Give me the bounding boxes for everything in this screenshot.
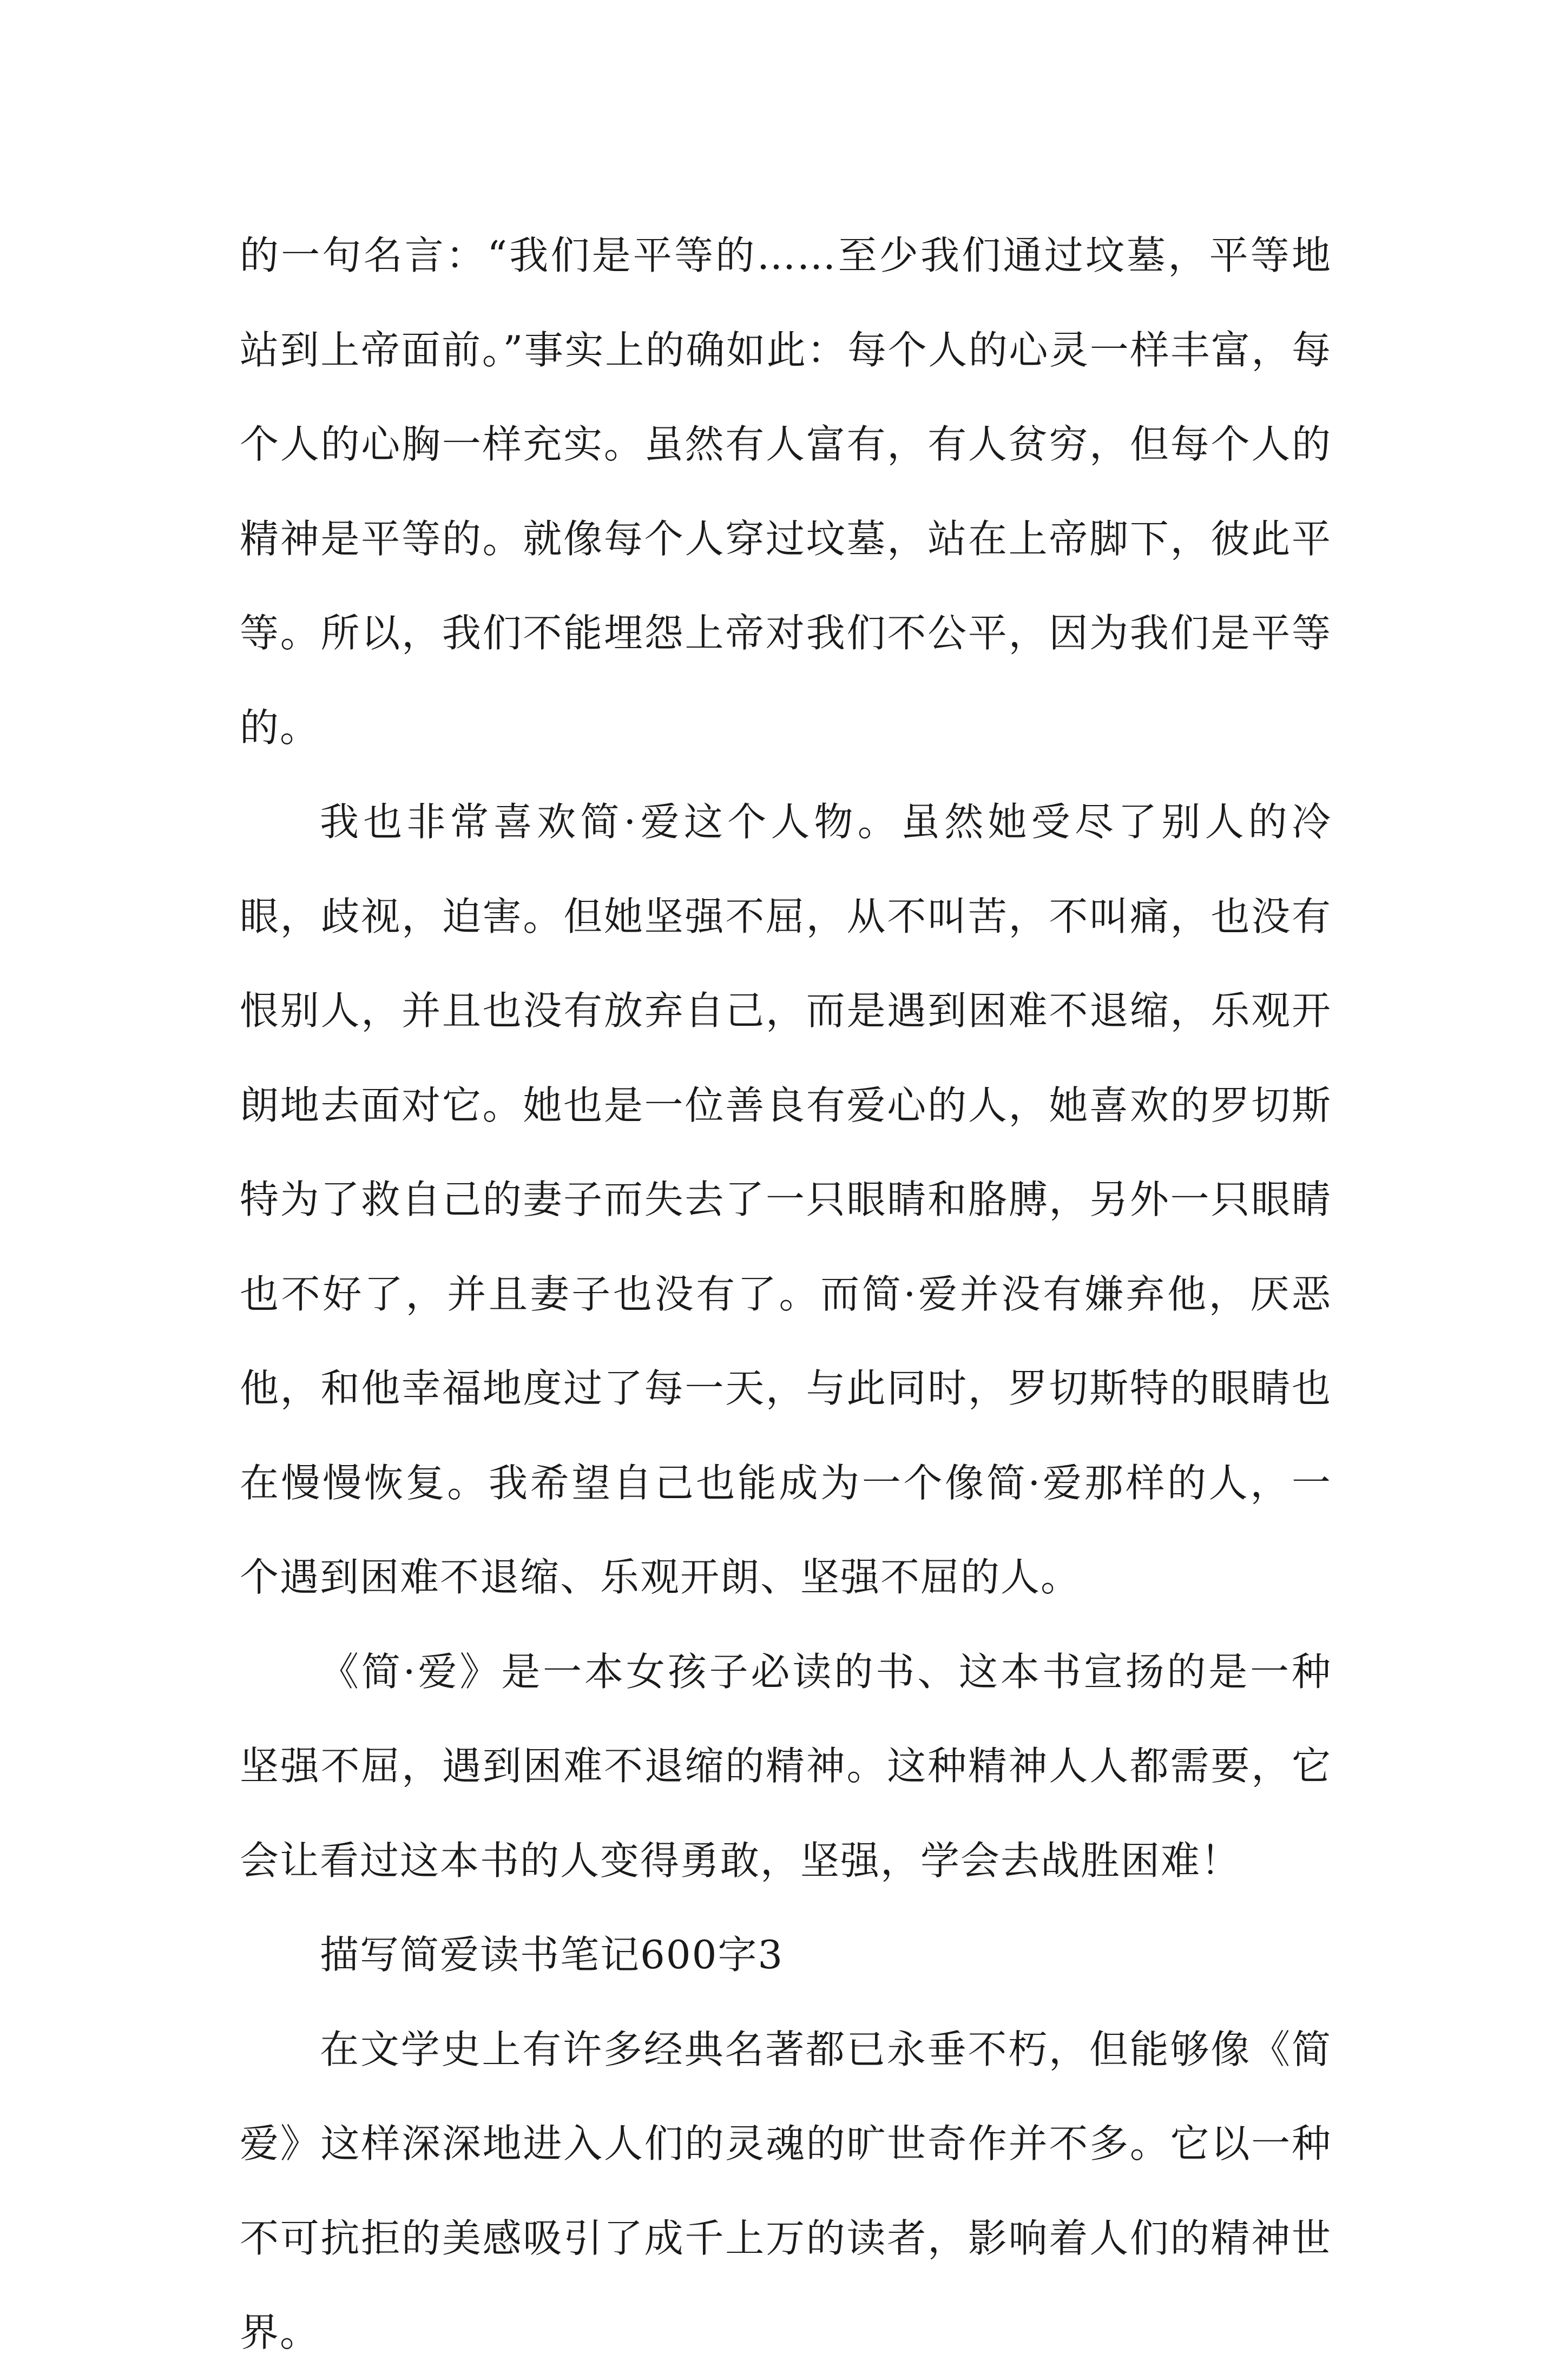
paragraph-literary-history: 在文学史上有许多经典名著都已永垂不朽，但能够像《简爱》这样深深地进入人们的灵魂的旷世奇作并不多。它以一种不可抗拒的美感吸引了成千上万的读者，影响着人们的精神世界。 <box>240 2026 1332 2355</box>
section-heading: 描写简爱读书笔记600字3 <box>320 1932 784 1977</box>
paragraph-book-recommendation: 《简·爱》是一本女孩子必读的书、这本书宣扬的是一种坚强不屈，遇到困难不退缩的精神。这种精神人人都需要，它会让看过这本书的人变得勇敢，坚强，学会去战胜困难！ <box>240 1649 1332 1883</box>
document-body <box>240 208 1332 2380</box>
paragraph-continuation: 的一句名言：“我们是平等的……至少我们通过坟墓，平等地站到上帝面前。”事实上的确如此：每个人的心灵一样丰富，每个人的心胸一样充实。虽然有人富有，有人贫穷，但每个人的精神是平等的。就像每个人穿过坟墓，站在上帝脚下，彼此平等。所以，我们不能埋怨上帝对我们不公平，因为我们是平等的。 <box>240 233 1332 750</box>
paragraph-jane-eyre-character: 我也非常喜欢简·爱这个人物。虽然她受尽了别人的冷眼，歧视，迫害。但她坚强不屈，从不叫苦，不叫痛，也没有恨别人，并且也没有放弃自己，而是遇到困难不退缩，乐观开朗地去面对它。她也是一位善良有爱心的人，她喜欢的罗切斯特为了救自己的妻子而失去了一只眼睛和胳膊，另外一只眼睛也不好了，并且妻子也没有了。而简·爱并没有嫌弃他，厌恶他，和他幸福地度过了每一天，与此同时，罗切斯特的眼睛也在慢慢恢复。我希望自己也能成为一个像简·爱那样的人，一个遇到困难不退缩、乐观开朗、坚强不屈的人。 <box>240 799 1332 1600</box>
